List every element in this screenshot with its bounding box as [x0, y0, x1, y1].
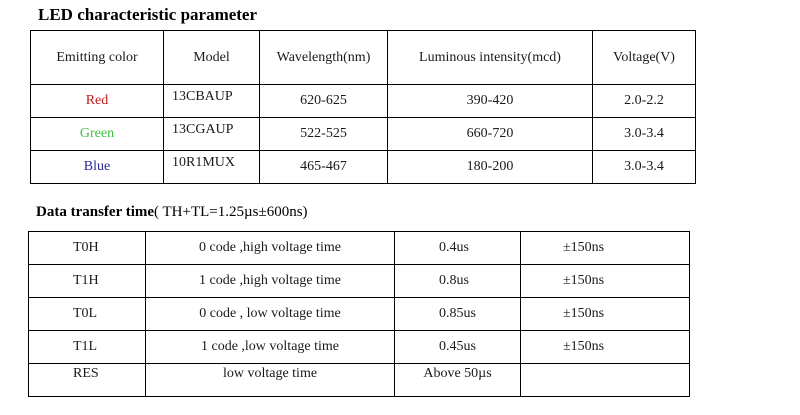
table-row — [31, 118, 696, 151]
column-header-voltage: Voltage(V) — [593, 31, 696, 85]
table-row — [29, 298, 690, 331]
transfer-time-title-formula: ( TH+TL=1.25µs±600ns) — [154, 204, 308, 220]
value-cell: 0.85us — [395, 298, 521, 331]
column-header-emitting-color: Emitting color — [31, 31, 164, 85]
voltage-cell: 3.0-3.4 — [593, 151, 696, 184]
wavelength-cell: 522-525 — [260, 118, 388, 151]
voltage-cell: 3.0-3.4 — [593, 118, 696, 151]
transfer-time-title — [36, 204, 308, 221]
symbol-cell: T1H — [29, 265, 146, 298]
table-row — [31, 151, 696, 184]
table-row — [31, 85, 696, 118]
transfer-time-table — [28, 231, 690, 397]
value-cell: 0.45us — [395, 331, 521, 364]
tolerance-cell: ±150ns — [521, 298, 690, 331]
value-cell: Above 50µs — [395, 364, 521, 397]
symbol-cell: T0L — [29, 298, 146, 331]
table-row — [29, 265, 690, 298]
description-cell: low voltage time — [146, 364, 395, 397]
color-cell-green: Green — [31, 118, 164, 151]
model-cell: 13CGAUP — [164, 118, 260, 151]
wavelength-cell: 620-625 — [260, 85, 388, 118]
description-cell: 1 code ,low voltage time — [146, 331, 395, 364]
description-cell: 0 code ,high voltage time — [146, 232, 395, 265]
led-parameter-table — [30, 30, 696, 184]
column-header-luminous-intensity: Luminous intensity(mcd) — [388, 31, 593, 85]
led-parameter-title: LED characteristic parameter — [38, 5, 258, 24]
table-row — [29, 364, 690, 397]
table-header-row — [31, 31, 696, 85]
color-cell-blue: Blue — [31, 151, 164, 184]
model-cell: 10R1MUX — [164, 151, 260, 184]
value-cell: 0.8us — [395, 265, 521, 298]
table-row — [29, 331, 690, 364]
tolerance-cell: ±150ns — [521, 232, 690, 265]
description-cell: 0 code , low voltage time — [146, 298, 395, 331]
table-row — [29, 232, 690, 265]
symbol-cell: RES — [29, 364, 146, 397]
color-cell-red: Red — [31, 85, 164, 118]
column-header-model: Model — [164, 31, 260, 85]
tolerance-cell — [521, 364, 690, 397]
symbol-cell: T0H — [29, 232, 146, 265]
value-cell: 0.4us — [395, 232, 521, 265]
description-cell: 1 code ,high voltage time — [146, 265, 395, 298]
intensity-cell: 180-200 — [388, 151, 593, 184]
voltage-cell: 2.0-2.2 — [593, 85, 696, 118]
symbol-cell: T1L — [29, 331, 146, 364]
column-header-wavelength: Wavelength(nm) — [260, 31, 388, 85]
model-cell: 13CBAUP — [164, 85, 260, 118]
intensity-cell: 390-420 — [388, 85, 593, 118]
intensity-cell: 660-720 — [388, 118, 593, 151]
wavelength-cell: 465-467 — [260, 151, 388, 184]
tolerance-cell: ±150ns — [521, 331, 690, 364]
transfer-time-title-bold: Data transfer time — [36, 204, 155, 220]
tolerance-cell: ±150ns — [521, 265, 690, 298]
